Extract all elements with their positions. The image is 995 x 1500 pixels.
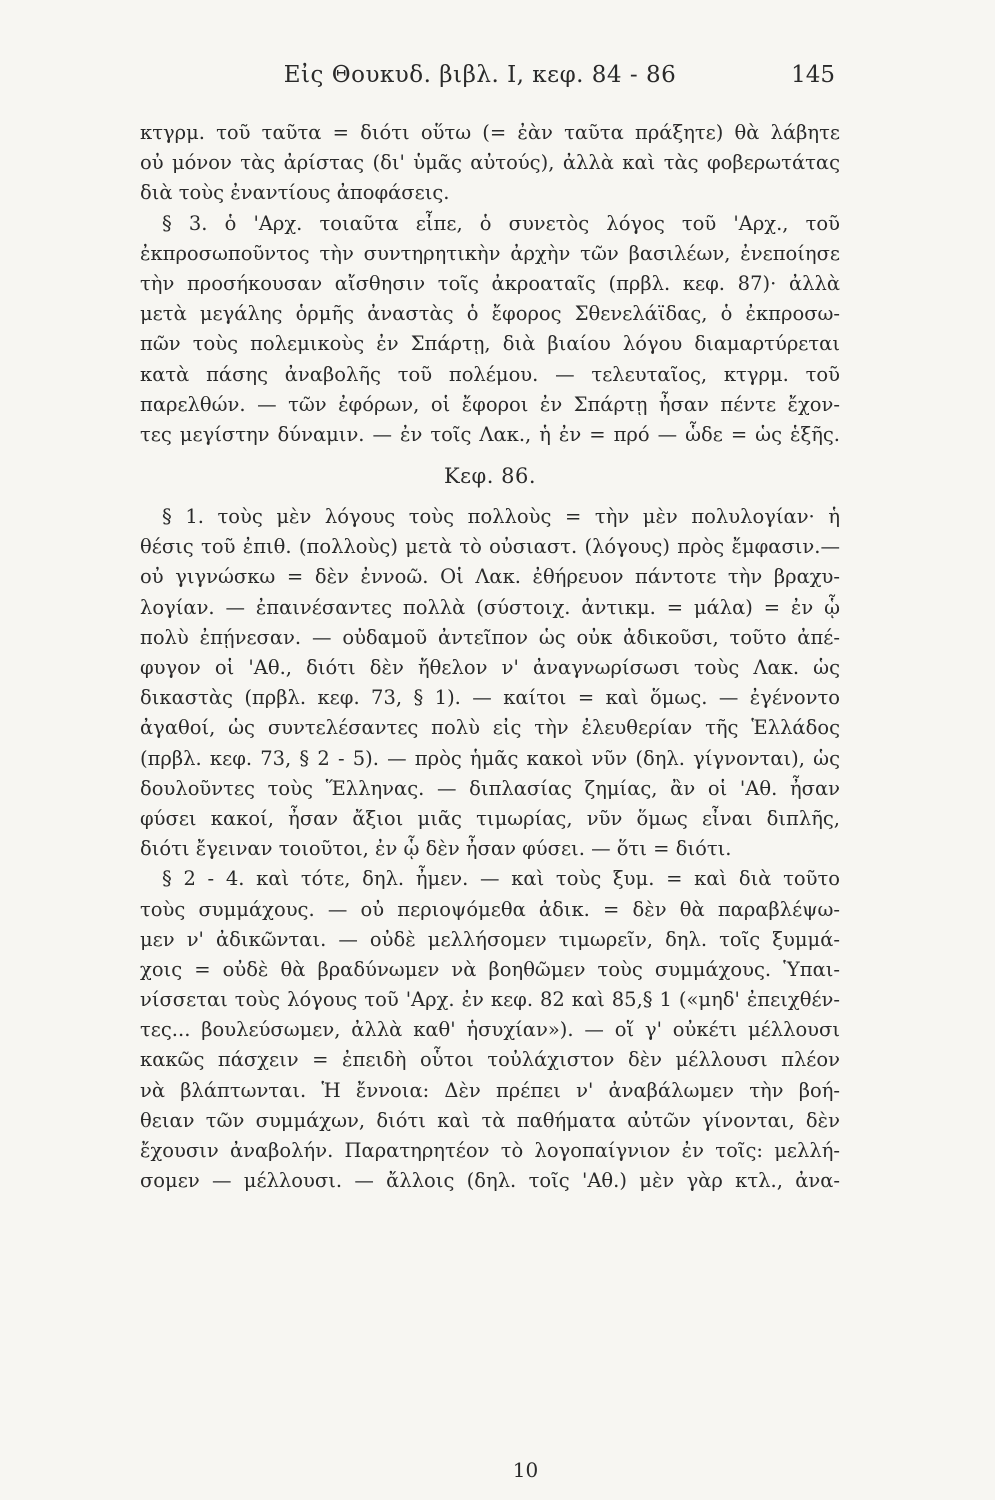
text-line: τοὺς συμμάχους. — οὐ περιοψόμεθα ἀδικ. = δὲν θὰ παραβλέψω-	[140, 897, 840, 921]
commentary-body	[140, 118, 840, 1196]
text-line: τες μεγίστην δύναμιν. — ἐν τοῖς Λακ., ἡ ἐν = πρό — ὧδε = ὡς ἑξῆς.	[140, 422, 840, 446]
running-title: Εἰς Θουκυδ. βιβλ. I, κεφ. 84 - 86	[283, 62, 677, 88]
commentary-block-ch85	[140, 118, 840, 450]
running-head	[0, 62, 995, 102]
commentary-block-ch86	[140, 502, 840, 1196]
text-line: διὰ τοὺς ἐναντίους ἀποφάσεις.	[140, 181, 450, 205]
text-line: σομεν — μέλλουσι. — ἄλλοις (δηλ. τοῖς 'Αθ.) μὲν γὰρ κτλ., ἀνα-	[140, 1169, 840, 1193]
text-line: § 3. ὁ 'Αρχ. τοιαῦτα εἶπε, ὁ συνετὸς λόγος τοῦ 'Αρχ., τοῦ	[162, 211, 840, 235]
text-line: νὰ βλάπτωνται. Ἡ ἔννοια: Δὲν πρέπει ν' ἀναβάλωμεν τὴν βοή-	[140, 1078, 840, 1102]
text-line: πολὺ ἐπῄνεσαν. — οὐδαμοῦ ἀντεῖπον ὡς οὐκ ἀδικοῦσι, τοῦτο ἀπέ-	[140, 625, 840, 649]
text-line: οὐ γιγνώσκω = δὲν ἐννοῶ. Οἱ Λακ. ἐθήρευον πάντοτε τὴν βραχυ-	[140, 565, 840, 589]
text-line: οὐ μόνον τὰς ἀρίστας (δι' ὑμᾶς αὐτούς), ἀλλὰ καὶ τὰς φοβερωτάτας	[140, 151, 840, 175]
text-line: φύσει κακοί, ἦσαν ἄξιοι μιᾶς τιμωρίας, νῦν ὅμως εἶναι διπλῆς,	[140, 806, 840, 830]
text-line: § 2 - 4. καὶ τότε, δηλ. ἦμεν. — καὶ τοὺς ξυμ. = καὶ διὰ τοῦτο	[162, 867, 840, 891]
text-line: (πρβλ. κεφ. 73, § 2 - 5). — πρὸς ἡμᾶς κακοὶ νῦν (δηλ. γίγνονται), ὡς	[140, 746, 840, 770]
text-line: δουλοῦντες τοὺς Ἕλληνας. — διπλασίας ζημίας, ἂν οἱ 'Αθ. ἦσαν	[140, 776, 840, 800]
text-line: κακῶς πάσχειν = ἐπειδὴ οὗτοι τοὐλάχιστον δὲν μέλλουσι πλέον	[140, 1048, 840, 1072]
page-number: 145	[791, 62, 835, 88]
text-line: ἀγαθοί, ὡς συντελέσαντες πολὺ εἰς τὴν ἐλευθερίαν τῆς Ἑλλάδος	[140, 716, 840, 740]
text-line: χοις = οὐδὲ θὰ βραδύνωμεν νὰ βοηθῶμεν τοὺς συμμάχους. Ὑπαι-	[140, 957, 840, 981]
text-line: μετὰ μεγάλης ὁρμῆς ἀναστὰς ὁ ἔφορος Σθενελάϊδας, ὁ ἐκπροσω-	[140, 302, 840, 326]
text-line: § 1. τοὺς μὲν λόγους τοὺς πολλοὺς = τὴν μὲν πολυλογίαν· ἡ	[162, 505, 840, 529]
text-line: διότι ἔγειναν τοιοῦτοι, ἐν ᾧ δὲν ἦσαν φύσει. — ὅτι = διότι.	[140, 837, 732, 861]
chapter-heading: Κεφ. 86.	[443, 464, 537, 489]
text-line: νίσσεται τοὺς λόγους τοῦ 'Αρχ. ἐν κεφ. 82 καὶ 85,§ 1 («μηδ' ἐπειχθέν-	[140, 988, 840, 1012]
signature-number: 10	[512, 1458, 539, 1482]
text-line: ἔχουσιν ἀναβολήν. Παρατηρητέον τὸ λογοπαίγνιον ἐν τοῖς: μελλή-	[140, 1139, 840, 1162]
text-line: θειαν τῶν συμμάχων, διότι καὶ τὰ παθήματα αὐτῶν γίνονται, δὲν	[140, 1108, 840, 1132]
text-line: ἐκπροσωποῦντος τὴν συντηρητικὴν ἀρχὴν τῶν βασιλέων, ἐνεποίησε	[140, 241, 840, 265]
text-line: κατὰ πάσης ἀναβολῆς τοῦ πολέμου. — τελευταῖος, κτγρμ. τοῦ	[140, 362, 840, 386]
text-line: λογίαν. — ἐπαινέσαντες πολλὰ (σύστοιχ. ἀντικμ. = μάλα) = ἐν ᾧ	[140, 595, 840, 619]
text-line: δικαστὰς (πρβλ. κεφ. 73, § 1). — καίτοι = καὶ ὅμως. — ἐγένοντο	[140, 686, 840, 710]
text-line: τὴν προσήκουσαν αἴσθησιν τοῖς ἀκροαταῖς (πρβλ. κεφ. 87)· ἀλλὰ	[140, 271, 840, 295]
text-line: θέσις τοῦ ἐπιθ. (πολλοὺς) μετὰ τὸ οὐσιαστ. (λόγους) πρὸς ἔμφασιν.—	[140, 535, 840, 559]
text-line: φυγον οἱ 'Αθ., διότι δὲν ἤθελον ν' ἀναγνωρίσωσι τοὺς Λακ. ὡς	[140, 656, 840, 679]
text-line: μεν ν' ἀδικῶνται. — οὐδὲ μελλήσομεν τιμωρεῖν, δηλ. τοῖς ξυμμά-	[140, 927, 840, 951]
text-line: κτγρμ. τοῦ ταῦτα = διότι οὕτω (= ἐὰν ταῦτα πράξητε) θὰ λάβητε	[140, 121, 840, 144]
text-line: πῶν τοὺς πολεμικοὺς ἐν Σπάρτῃ, διὰ βιαίου λόγου διαμαρτύρεται	[140, 332, 840, 356]
text-line: τες... βουλεύσωμεν, ἀλλὰ καθ' ἡσυχίαν»). — οἵ γ' οὐκέτι μέλλουσι	[140, 1018, 840, 1042]
text-line: παρελθών. — τῶν ἐφόρων, οἱ ἔφοροι ἐν Σπάρτῃ ἦσαν πέντε ἔχον-	[140, 392, 840, 416]
